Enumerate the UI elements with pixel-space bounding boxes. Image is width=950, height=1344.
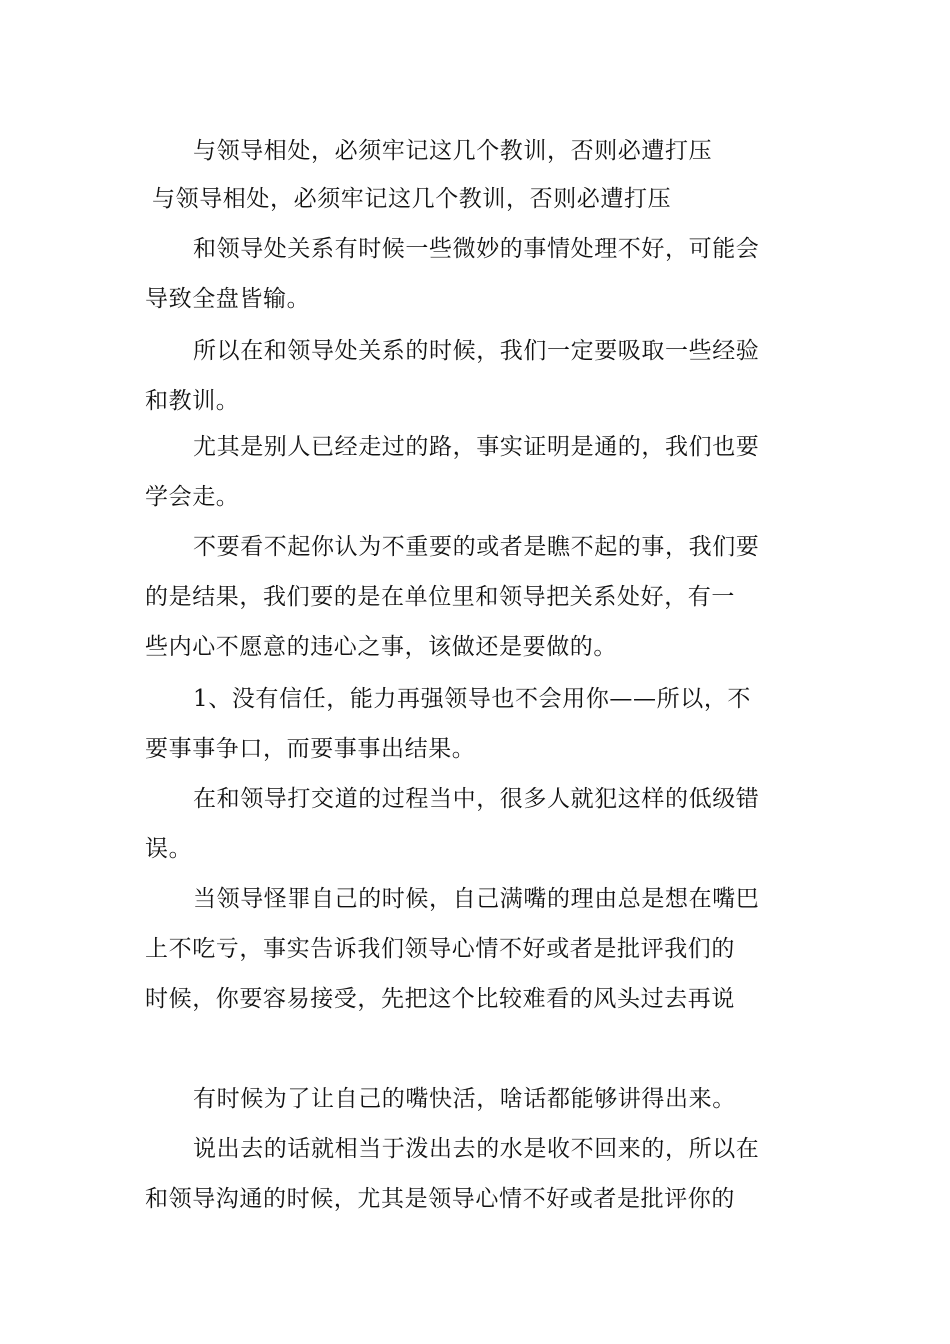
paragraph-1-line-1: 和领导处关系有时候一些微妙的事情处理不好，可能会: [193, 236, 760, 262]
paragraph-4-line-2: 的是结果，我们要的是在单位里和领导把关系处好，有一: [145, 584, 735, 610]
paragraph-6-line-1: 在和领导打交道的过程当中，很多人就犯这样的低级错: [193, 786, 760, 812]
paragraph-4-line-1: 不要看不起你认为不重要的或者是瞧不起的事，我们要: [193, 534, 760, 560]
paragraph-4-line-3: 些内心不愿意的违心之事，该做还是要做的。: [145, 634, 617, 660]
paragraph-6-line-2: 误。: [145, 836, 193, 862]
title-line-repeat: 与领导相处，必须牢记这几个教训，否则必遭打压: [152, 186, 672, 212]
paragraph-1-line-2: 导致全盘皆输。: [145, 286, 311, 312]
paragraph-2-line-1: 所以在和领导处关系的时候，我们一定要吸取一些经验: [193, 338, 760, 364]
paragraph-2-line-2: 和教训。: [145, 388, 240, 414]
paragraph-7-line-3: 时候，你要容易接受，先把这个比较难看的风头过去再说: [145, 986, 735, 1012]
paragraph-5-line-2: 要事事争口，而要事事出结果。: [145, 736, 476, 762]
paragraph-9-line-2: 和领导沟通的时候，尤其是领导心情不好或者是批评你的: [145, 1186, 735, 1212]
paragraph-7-line-2: 上不吃亏，事实告诉我们领导心情不好或者是批评我们的: [145, 936, 735, 962]
paragraph-5-line-1: 1、没有信任，能力再强领导也不会用你——所以，不: [193, 686, 752, 712]
paragraph-9-line-1: 说出去的话就相当于泼出去的水是收不回来的，所以在: [193, 1136, 760, 1162]
paragraph-3-line-2: 学会走。: [145, 484, 240, 510]
paragraph-7-line-1: 当领导怪罪自己的时候，自己满嘴的理由总是想在嘴巴: [193, 886, 760, 912]
paragraph-8-line-1: 有时候为了让自己的嘴快活，啥话都能够讲得出来。: [193, 1086, 736, 1112]
paragraph-3-line-1: 尤其是别人已经走过的路，事实证明是通的，我们也要: [193, 434, 760, 460]
title-line: 与领导相处，必须牢记这几个教训，否则必遭打压: [193, 138, 713, 164]
